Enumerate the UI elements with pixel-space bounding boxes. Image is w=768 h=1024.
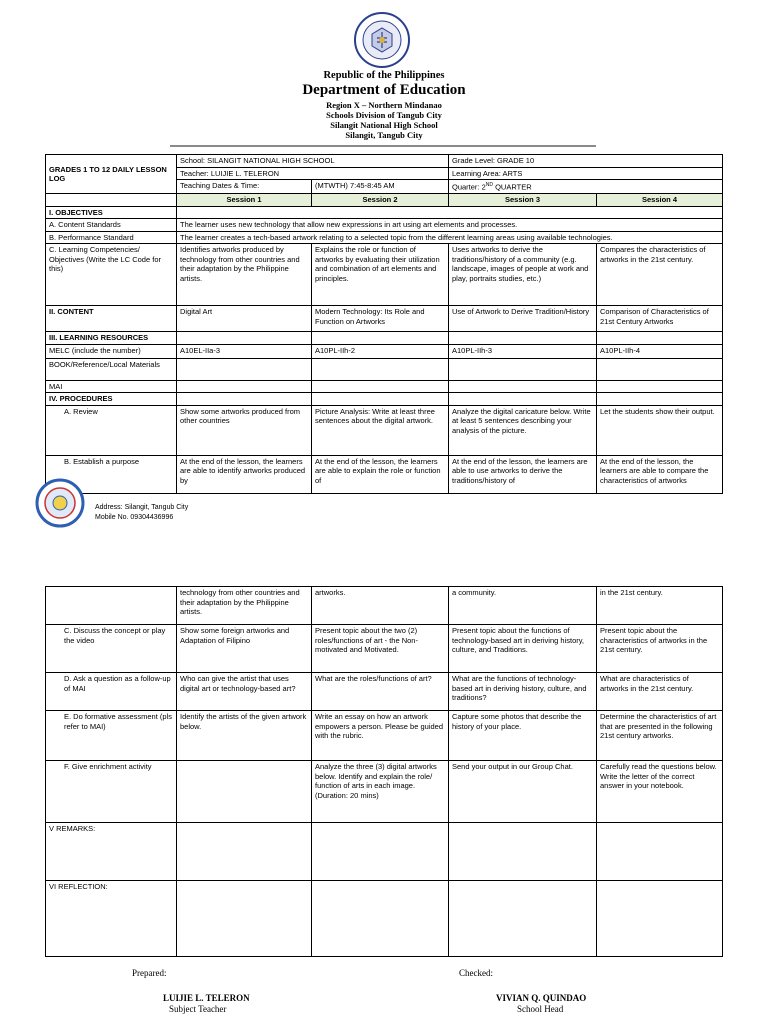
book-label: BOOK/Reference/Local Materials bbox=[46, 358, 177, 380]
school-text: Silangit National High School bbox=[330, 120, 438, 130]
session-4-header: Session 4 bbox=[597, 194, 723, 207]
table-cell: Modern Technology: Its Role and Function on Artworks bbox=[312, 306, 449, 332]
table-cell: Write an essay on how an artwork empowers a person. Please be guided with the rubric. bbox=[312, 711, 449, 761]
checked-title: School Head bbox=[517, 1004, 564, 1014]
dates-label: Teaching Dates & Time: bbox=[177, 180, 312, 194]
content-heading: II. CONTENT bbox=[46, 306, 177, 332]
table-cell: Comparison of Characteristics of 21st Century Artworks bbox=[597, 306, 723, 332]
remarks-label: V REMARKS: bbox=[46, 823, 177, 881]
enrichment-label: F. Give enrichment activity bbox=[46, 761, 177, 823]
table-cell: artworks. bbox=[312, 587, 449, 625]
table-cell: Present topic about the two (2) roles/functions of art - the Non-motivated and Motivated. bbox=[312, 625, 449, 673]
quarter-field: Quarter: 2ND QUARTER bbox=[449, 180, 723, 194]
location-text: Silangit, Tangub City bbox=[345, 130, 423, 140]
melc-label: MELC (include the number) bbox=[46, 344, 177, 358]
table-cell: a community. bbox=[449, 587, 597, 625]
table-cell: At the end of the lesson, the learners are able to use artworks to derive the traditions/history of bbox=[449, 455, 597, 493]
table-cell: Explains the role or function of artworks by evaluating their utilization and combination of art elements and principles. bbox=[312, 244, 449, 306]
table-cell: Uses artworks to derive the traditions/history of a community (e.g. landscape, images of people at work and play, portraits studies, etc.) bbox=[449, 244, 597, 306]
table-cell: Use of Artwork to Derive Tradition/History bbox=[449, 306, 597, 332]
prepared-label: Prepared: bbox=[132, 968, 167, 978]
table-cell: Present topic about the functions of technology-based art in deriving history, culture, and Traditions. bbox=[449, 625, 597, 673]
school-field: School: SILANGIT NATIONAL HIGH SCHOOL bbox=[177, 155, 449, 168]
department-title: Department of Education bbox=[302, 82, 466, 98]
table-cell: Identifies artworks produced by technology from other countries and their adaptation by the Philippine artists. bbox=[177, 244, 312, 306]
table-cell: Show some artworks produced from other countries bbox=[177, 405, 312, 455]
table-cell: Determine the characteristics of art that are presented in the following 21st century artworks. bbox=[597, 711, 723, 761]
lesson-log-table-continued bbox=[45, 586, 723, 957]
lesson-log-table bbox=[45, 154, 723, 494]
content-standards-text: The learner uses new technology that allow new expressions in art using art elements and processes. bbox=[177, 219, 723, 232]
mobile-text: Mobile No. 09304436996 bbox=[95, 514, 174, 521]
table-cell: Carefully read the questions below. Write the letter of the correct answer in your notebook. bbox=[597, 761, 723, 823]
table-cell bbox=[177, 761, 312, 823]
mai-label: MAI bbox=[46, 380, 177, 393]
performance-label: B. Performance Standard bbox=[46, 231, 177, 244]
review-label: A. Review bbox=[46, 405, 177, 455]
prepared-title: Subject Teacher bbox=[169, 1004, 227, 1014]
table-cell: What are the roles/functions of art? bbox=[312, 673, 449, 711]
checked-name: VIVIAN Q. QUINDAO bbox=[496, 993, 587, 1003]
prepared-name: LUIJIE L. TELERON bbox=[163, 993, 250, 1003]
table-cell: Digital Art bbox=[177, 306, 312, 332]
table-cell: Picture Analysis: Write at least three sentences about the digital artwork. bbox=[312, 405, 449, 455]
footer-address bbox=[95, 503, 188, 523]
region-text: Region X – Northern Mindanao bbox=[326, 100, 442, 110]
division-text: Schools Division of Tangub City bbox=[326, 110, 442, 120]
performance-text: The learner creates a tech-based artwork relating to a selected topic from the different learning areas using available technologies. bbox=[177, 231, 723, 244]
table-cell: A10PL-IIh-2 bbox=[312, 344, 449, 358]
table-cell: Send your output in our Group Chat. bbox=[449, 761, 597, 823]
log-title: GRADES 1 TO 12 DAILY LESSON LOG bbox=[46, 155, 177, 194]
table-cell: A10PL-IIh-4 bbox=[597, 344, 723, 358]
table-cell: At the end of the lesson, the learners are able to identify artworks produced by bbox=[177, 455, 312, 493]
table-cell: Capture some photos that describe the history of your place. bbox=[449, 711, 597, 761]
table-cell: Identify the artists of the given artwork below. bbox=[177, 711, 312, 761]
deped-seal-icon bbox=[354, 12, 410, 68]
teacher-field: Teacher: LUIJIE L. TELERON bbox=[177, 167, 449, 180]
objectives-heading: I. OBJECTIVES bbox=[46, 206, 177, 219]
content-standards-label: A. Content Standards bbox=[46, 219, 177, 232]
session-2-header: Session 2 bbox=[312, 194, 449, 207]
address-text: Address: Silangit, Tangub City bbox=[95, 504, 189, 511]
table-cell: Show some foreign artworks and Adaptation of Filipino bbox=[177, 625, 312, 673]
republic-text: Republic of the Philippines bbox=[323, 70, 445, 81]
resources-heading: III. LEARNING RESOURCES bbox=[46, 332, 177, 345]
procedures-heading: IV. PROCEDURES bbox=[46, 393, 177, 406]
purpose-label: B. Establish a purpose bbox=[46, 455, 177, 493]
table-cell: Analyze the three (3) digital artworks below. Identify and explain the role/ function of arts in each image. (Duration: 20 mins) bbox=[312, 761, 449, 823]
question-label: D. Ask a question as a follow-up of MAI bbox=[46, 673, 177, 711]
session-1-header: Session 1 bbox=[177, 194, 312, 207]
table-cell: What are the functions of technology-based art in deriving history, culture, and traditions? bbox=[449, 673, 597, 711]
grade-field: Grade Level: GRADE 10 bbox=[449, 155, 723, 168]
session-3-header: Session 3 bbox=[449, 194, 597, 207]
table-cell: Present topic about the characteristics of artworks in the 21st century. bbox=[597, 625, 723, 673]
table-cell: What are characteristics of artworks in the 21st century. bbox=[597, 673, 723, 711]
header-divider bbox=[170, 145, 596, 147]
discuss-label: C. Discuss the concept or play the video bbox=[46, 625, 177, 673]
table-cell: in the 21st century. bbox=[597, 587, 723, 625]
table-cell: At the end of the lesson, the learners are able to explain the role or function of bbox=[312, 455, 449, 493]
table-cell: Who can give the artist that uses digital art or technology-based art? bbox=[177, 673, 312, 711]
table-cell: Compares the characteristics of artworks in the 21st century. bbox=[597, 244, 723, 306]
table-cell: A10PL-IIh-3 bbox=[449, 344, 597, 358]
table-cell: technology from other countries and their adaptation by the Philippine artists. bbox=[177, 587, 312, 625]
table-cell: Let the students show their output. bbox=[597, 405, 723, 455]
area-field: Learning Area: ARTS bbox=[449, 167, 723, 180]
reflection-label: VI REFLECTION: bbox=[46, 881, 177, 957]
table-cell: Analyze the digital caricature below. Write at least 5 sentences describing your analysis of the picture. bbox=[449, 405, 597, 455]
time-field: (MTWTH) 7:45-8:45 AM bbox=[312, 180, 449, 194]
school-logo-icon bbox=[35, 478, 85, 528]
formative-label: E. Do formative assessment (pls refer to MAI) bbox=[46, 711, 177, 761]
competencies-label: C. Learning Competencies/ Objectives (Write the LC Code for this) bbox=[46, 244, 177, 306]
table-cell: At the end of the lesson, the learners are able to compare the characteristics of artworks bbox=[597, 455, 723, 493]
table-cell: A10EL-IIa-3 bbox=[177, 344, 312, 358]
checked-label: Checked: bbox=[459, 968, 493, 978]
